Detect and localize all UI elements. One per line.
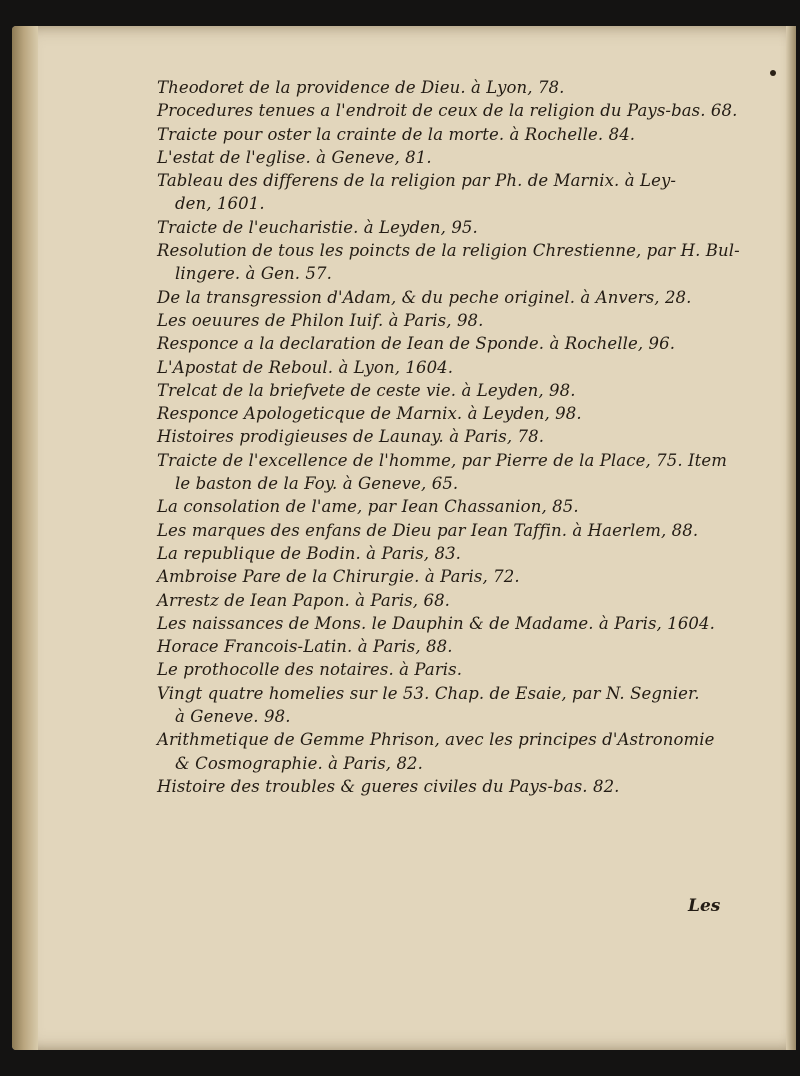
list-item: Les marques des enfans de Dieu par Iean Taffin. à Haerlem, 88. [157,520,699,540]
list-item: L'Apostat de Reboul. à Lyon, 1604. [157,357,454,377]
list-item: Procedures tenues a l'endroit de ceux de la religion du Pays-bas. 68. [157,101,738,121]
list-item: Ambroise Pare de la Chirurgie. à Paris, 72. [157,567,520,587]
list-item: Histoires prodigieuses de Launay. à Paris, 78. [157,427,545,447]
list-item: De la transgression d'Adam, & du peche originel. à Anvers, 28. [157,287,692,307]
list-item-continuation: & Cosmographie. à Paris, 82. [175,753,423,773]
list-item-continuation: le baston de la Foy. à Geneve, 65. [175,474,459,494]
list-item: Arrestz de Iean Papon. à Paris, 68. [157,590,451,610]
list-item: Traicte de l'eucharistie. à Leyden, 95. [157,217,478,237]
list-item: L'estat de l'eglise. à Geneve, 81. [157,147,432,167]
list-item: Traicte pour oster la crainte de la morte. à Rochelle. 84. [157,124,636,144]
list-item-continuation: den, 1601. [175,194,265,214]
list-item: Tableau des differens de la religion par Ph. de Marnix. à Ley- [157,171,677,191]
list-item: Les naissances de Mons. le Dauphin & de Madame. à Paris, 1604. [157,613,715,633]
list-item: Le prothocolle des notaires. à Paris. [157,660,463,680]
list-item: Responce a la declaration de Iean de Sponde. à Rochelle, 96. [157,334,676,354]
list-item-continuation: lingere. à Gen. 57. [175,264,332,284]
list-item: La consolation de l'ame, par Iean Chassanion, 85. [157,497,579,517]
list-item: Responce Apologeticque de Marnix. à Leyden, 98. [157,404,582,424]
catchword: Les [688,896,721,916]
page-edge [786,26,796,1050]
list-item: Resolution de tous les poincts de la religion Chrestienne, par H. Bul- [157,241,740,261]
list-item: Horace Francois-Latin. à Paris, 88. [157,637,453,657]
list-item-continuation: à Geneve. 98. [175,707,291,727]
page-gutter [12,26,38,1050]
book-list [157,76,757,798]
list-item: Traicte de l'excellence de l'homme, par Pierre de la Place, 75. Item [157,450,727,470]
list-item: La republique de Bodin. à Paris, 83. [157,543,462,563]
list-item: Arithmetique de Gemme Phrison, avec les principes d'Astronomie [157,730,715,750]
list-item: Vingt quatre homelies sur le 53. Chap. de Esaie, par N. Segnier. [157,683,700,703]
list-item: Trelcat de la briefvete de ceste vie. à Leyden, 98. [157,380,576,400]
list-item: Theodoret de la providence de Dieu. à Lyon, 78. [157,78,565,97]
book-page [12,26,796,1050]
ink-dot [770,70,776,76]
list-item: Histoire des troubles & gueres civiles du Pays-bas. 82. [157,776,620,796]
list-item: Les oeuures de Philon Iuif. à Paris, 98. [157,310,484,330]
